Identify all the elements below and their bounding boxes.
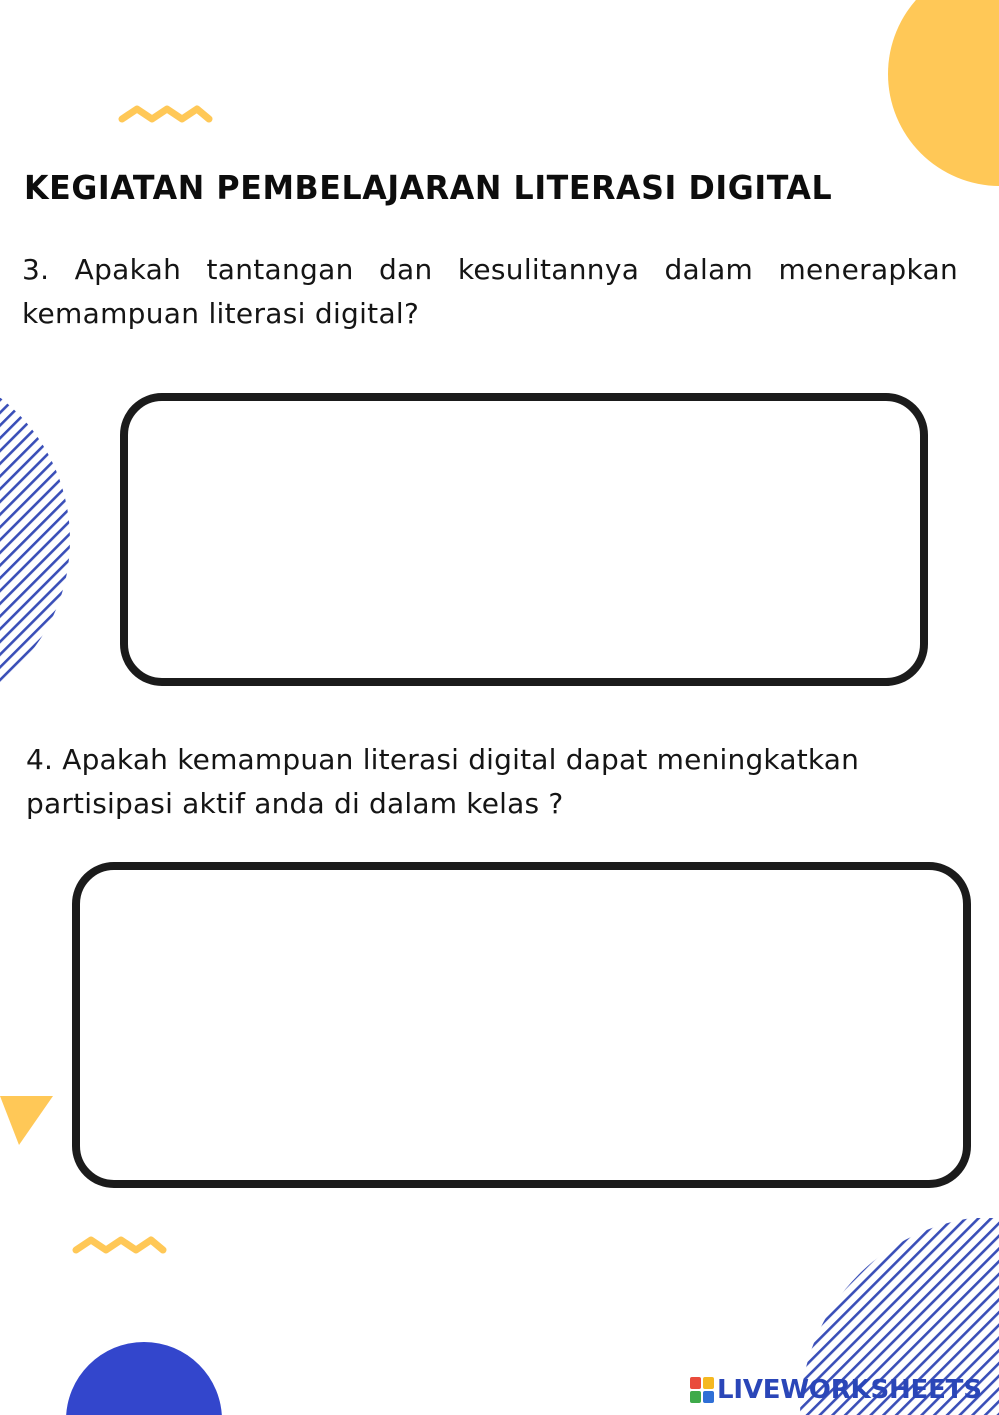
- blue-half-circle-decoration: [64, 1332, 224, 1415]
- answer-box-question-4[interactable]: [72, 862, 971, 1188]
- zigzag-decoration-top: [116, 102, 214, 126]
- worksheet-title: KEGIATAN PEMBELAJARAN LITERASI DIGITAL: [24, 168, 833, 207]
- liveworksheets-logo-text: LIVEWORKSHEETS: [717, 1375, 982, 1405]
- liveworksheets-logo: [690, 1372, 982, 1408]
- liveworksheets-logo-icon: [690, 1377, 714, 1403]
- answer-box-question-3[interactable]: [120, 393, 928, 686]
- question-3-text: 3. Apakah tantangan dan kesulitannya dalam menerapkan kemampuan literasi digital?: [22, 253, 958, 330]
- zigzag-decoration-bottom: [70, 1233, 168, 1257]
- yellow-circle-decoration: [860, 0, 999, 190]
- yellow-triangle-decoration: [0, 1093, 56, 1147]
- question-4-text: 4. Apakah kemampuan literasi digital dapat meningkatkan partisipasi aktif anda di dalam kelas ?: [26, 743, 860, 820]
- striped-half-circle-decoration-left: [0, 360, 72, 720]
